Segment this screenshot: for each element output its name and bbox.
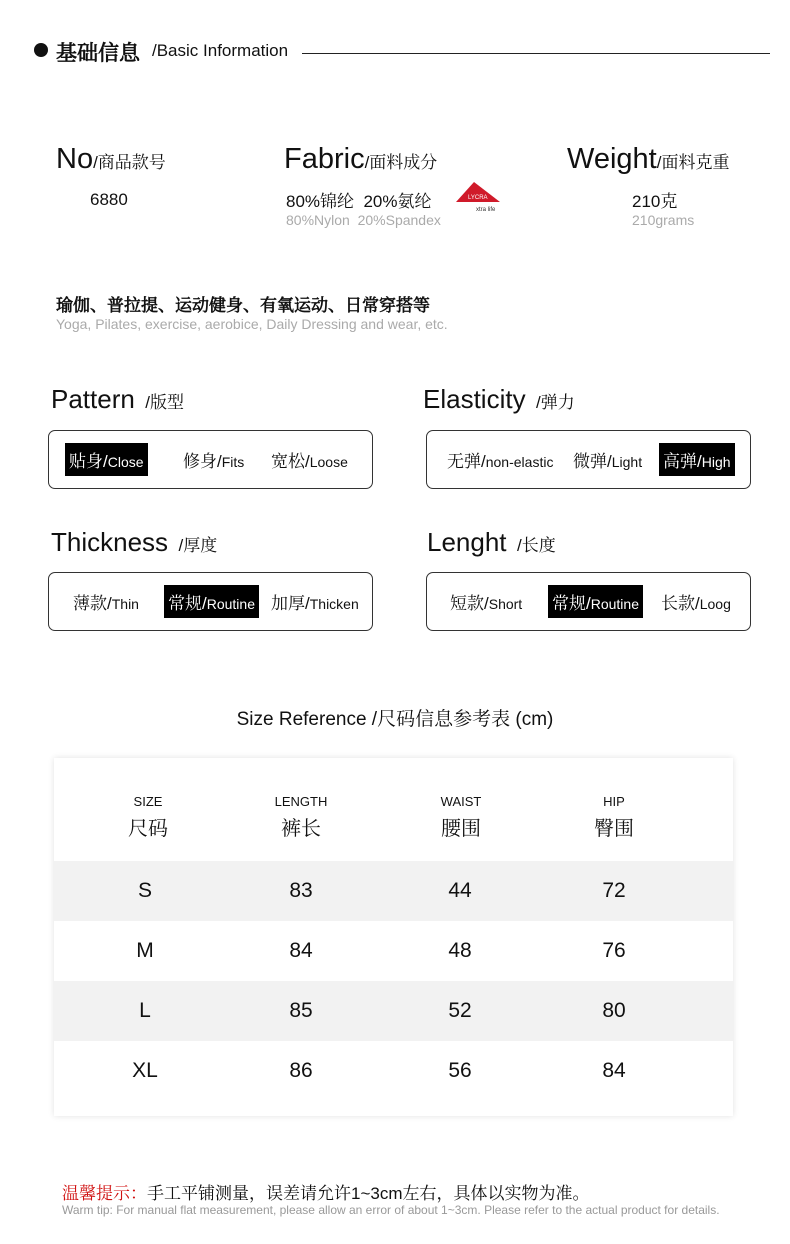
length-title-cn: /长度 bbox=[516, 536, 556, 555]
thickness-title-cn: /厚度 bbox=[178, 536, 218, 555]
table-cell: M bbox=[136, 939, 154, 962]
elasticity-title bbox=[423, 384, 575, 415]
info-weight bbox=[567, 143, 729, 176]
elasticity-option-light[interactable]: 微弹/Light bbox=[573, 452, 643, 471]
fabric-value-cn: 80%锦纶 20%氨纶 bbox=[286, 192, 432, 211]
weight-sub: /面料克重 bbox=[656, 153, 730, 172]
table-cell: 48 bbox=[448, 939, 472, 962]
length-option-routine[interactable]: 常规/Routine bbox=[548, 585, 643, 618]
lycra-logo bbox=[454, 180, 504, 216]
length-option-short[interactable]: 短款/Short bbox=[450, 594, 523, 613]
weight-value-en: 210grams bbox=[632, 212, 695, 228]
fabric-sub: /面料成分 bbox=[364, 153, 438, 172]
length-title bbox=[427, 527, 556, 558]
thickness-option-thin[interactable]: 薄款/Thin bbox=[73, 594, 139, 613]
header-size: SIZE 尺码 bbox=[128, 794, 168, 840]
table-cell: 56 bbox=[448, 1059, 472, 1082]
elasticity-title-cn: /弹力 bbox=[536, 393, 575, 412]
thickness-title-en: Thickness bbox=[51, 527, 169, 557]
info-fabric bbox=[284, 143, 437, 176]
lycra-logo-sub: xtra life bbox=[476, 207, 496, 213]
table-cell: 76 bbox=[602, 939, 626, 962]
table-cell: 83 bbox=[289, 879, 313, 902]
table-row bbox=[54, 861, 733, 921]
warm-tip-en: Warm tip: For manual flat measurement, please allow an error of about 1~3cm. Please refer to the actual product for details. bbox=[62, 1203, 720, 1217]
pattern-option-fits[interactable]: 修身/Fits bbox=[183, 452, 245, 471]
table-row bbox=[54, 921, 733, 981]
info-no bbox=[56, 143, 166, 176]
size-table bbox=[54, 758, 733, 1116]
usage-cn: 瑜伽、普拉提、运动健身、有氧运动、日常穿搭等 bbox=[56, 296, 430, 315]
bullet-dot-icon bbox=[34, 43, 48, 57]
pattern-option-close[interactable]: 贴身/Close bbox=[65, 443, 148, 476]
pattern-option-loose[interactable]: 宽松/Loose bbox=[271, 452, 348, 471]
table-cell: 80 bbox=[602, 999, 626, 1022]
warm-tip-text: 手工平铺测量，误差请允许1~3cm左右，具体以实物为准。 bbox=[147, 1184, 590, 1203]
section-title-en: /Basic Information bbox=[152, 41, 289, 60]
elasticity-option-non-elastic[interactable]: 无弹/non-elastic bbox=[447, 452, 554, 471]
table-cell: 84 bbox=[289, 939, 313, 962]
header-hip: HIP 臀围 bbox=[594, 794, 634, 840]
warm-tip-label: 温馨提示： bbox=[62, 1184, 147, 1203]
elasticity-options bbox=[426, 430, 751, 489]
table-row bbox=[54, 981, 733, 1041]
thickness-option-thicken[interactable]: 加厚/Thicken bbox=[271, 594, 359, 613]
thickness-options bbox=[48, 572, 373, 631]
table-cell: 84 bbox=[602, 1059, 626, 1082]
thickness-option-routine[interactable]: 常规/Routine bbox=[164, 585, 259, 618]
table-cell: 52 bbox=[448, 999, 472, 1022]
table-cell: 72 bbox=[602, 879, 626, 902]
weight-label: Weight bbox=[567, 143, 657, 175]
lycra-logo-text: LYCRA bbox=[468, 195, 488, 201]
header-divider bbox=[302, 53, 770, 54]
table-cell: XL bbox=[132, 1059, 158, 1082]
pattern-title bbox=[51, 384, 184, 415]
pattern-title-en: Pattern bbox=[51, 384, 135, 414]
length-title-en: Lenght bbox=[427, 527, 507, 557]
weight-value-cn: 210克 bbox=[632, 192, 678, 211]
no-sub: /商品款号 bbox=[93, 153, 166, 172]
no-value: 6880 bbox=[90, 190, 128, 209]
table-cell: 86 bbox=[289, 1059, 313, 1082]
fabric-value-en: 80%Nylon 20%Spandex bbox=[286, 212, 441, 228]
table-cell: L bbox=[139, 999, 151, 1022]
table-row bbox=[54, 1041, 733, 1101]
length-options bbox=[426, 572, 751, 631]
pattern-options bbox=[48, 430, 373, 489]
usage-en: Yoga, Pilates, exercise, aerobice, Daily Dressing and wear, etc. bbox=[56, 316, 448, 332]
table-cell: S bbox=[137, 879, 152, 902]
no-label: No bbox=[56, 143, 94, 175]
elasticity-title-en: Elasticity bbox=[423, 384, 526, 414]
header-waist: WAIST 腰围 bbox=[440, 794, 482, 840]
thickness-title bbox=[51, 527, 217, 558]
size-reference-title: Size Reference /尺码信息参考表 (cm) bbox=[236, 709, 554, 730]
warm-tip bbox=[62, 1179, 590, 1204]
elasticity-option-high[interactable]: 高弹/High bbox=[659, 443, 735, 476]
header-length: LENGTH 裤长 bbox=[274, 794, 328, 840]
fabric-label: Fabric bbox=[284, 143, 365, 175]
table-cell: 85 bbox=[289, 999, 313, 1022]
length-option-long[interactable]: 长款/Loog bbox=[661, 594, 731, 613]
section-title-cn: 基础信息 bbox=[56, 42, 140, 65]
table-cell: 44 bbox=[448, 879, 472, 902]
pattern-title-cn: /版型 bbox=[145, 393, 185, 412]
